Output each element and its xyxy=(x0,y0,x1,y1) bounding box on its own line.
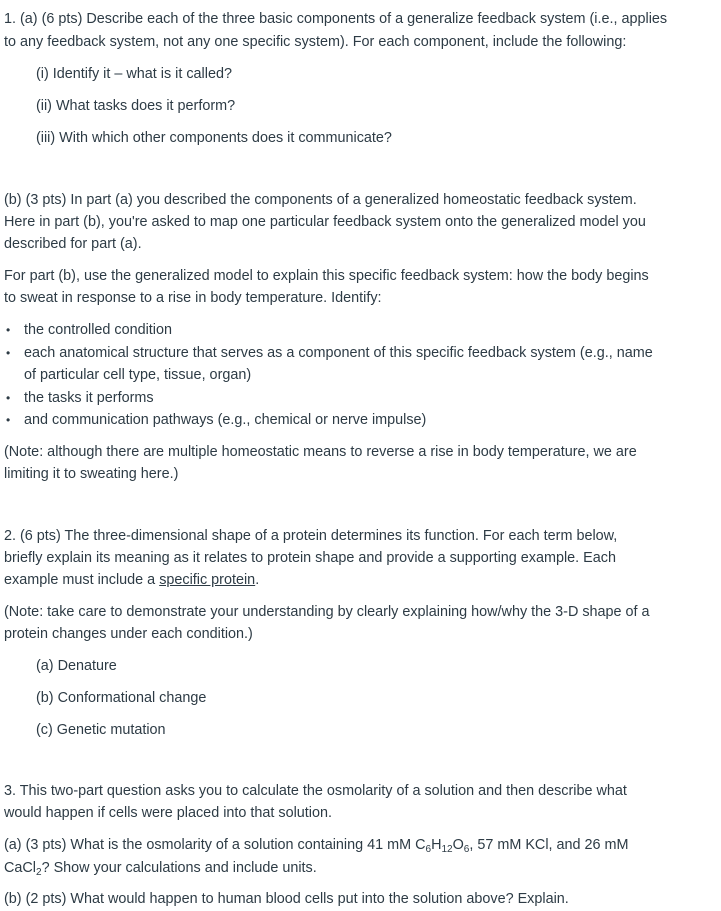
subscript: 12 xyxy=(441,844,453,855)
q1-a-line-2: to any feedback system, not any one specific system). For each component, include the following: xyxy=(4,34,627,50)
bullet-dot: • xyxy=(6,346,11,360)
q1-item-i: (i) Identify it – what is it called? xyxy=(36,66,232,82)
q1-note-line-2: limiting it to sweating here.) xyxy=(4,466,179,482)
bullet-dot: • xyxy=(6,391,11,405)
bullet-item xyxy=(6,409,427,432)
bullet-item xyxy=(6,342,653,365)
q2-note-line-1: (Note: take care to demonstrate your understanding by clearly explaining how/why the 3-D shape of a xyxy=(4,604,650,620)
q3-intro-line-1: 3. This two-part question asks you to calculate the osmolarity of a solution and then describe what xyxy=(4,783,627,799)
q3-a-text: CaCl xyxy=(4,860,36,876)
q3-a-text: O xyxy=(452,837,464,853)
q2-item-c: (c) Genetic mutation xyxy=(36,722,166,738)
q2-line-3-prefix: example must include a xyxy=(4,572,160,588)
q1-b-line-3: described for part (a). xyxy=(4,236,142,252)
q2-line-3-suffix: . xyxy=(255,572,260,588)
q1-item-iii: (iii) With which other components does it communicate? xyxy=(36,130,392,146)
subscript: 6 xyxy=(463,844,470,855)
q1-note-line-1: (Note: although there are multiple homeostatic means to reverse a rise in body temperature, we are xyxy=(4,444,637,460)
q3-a-text: (a) (3 pts) What is the osmolarity of a solution containing 41 mM C xyxy=(4,837,426,853)
q2-item-b: (b) Conformational change xyxy=(36,690,207,706)
bullet-text: each anatomical structure that serves as a component of this specific feedback system (e.g., name xyxy=(24,345,653,361)
q3-a-text: , 57 mM KCl, and 26 mM xyxy=(469,837,629,853)
bullet-text: the controlled condition xyxy=(24,322,173,338)
q3-intro-line-2: would happen if cells were placed into that solution. xyxy=(4,805,332,821)
q2-line-1: 2. (6 pts) The three-dimensional shape of a protein determines its function. For each term below, xyxy=(4,528,618,544)
q1-b-line-2: Here in part (b), you're asked to map one particular feedback system onto the generalized model you xyxy=(4,214,646,230)
subscript: 6 xyxy=(425,844,432,855)
q2-note-line-2: protein changes under each condition.) xyxy=(4,626,253,642)
q1-b2-line-1: For part (b), use the generalized model to explain this specific feedback system: how the body begins xyxy=(4,268,649,284)
q2-line-2: briefly explain its meaning as it relates to protein shape and provide a supporting example. Each xyxy=(4,550,616,566)
q1-b2-line-2: to sweat in response to a rise in body temperature. Identify: xyxy=(4,290,382,306)
q3-a-text: ? Show your calculations and include units. xyxy=(41,860,317,876)
subscript: 2 xyxy=(36,867,42,878)
bullet-item xyxy=(6,319,173,342)
q3-a-line-1 xyxy=(4,834,629,857)
bullet-text: the tasks it performs xyxy=(24,390,154,406)
bullet-dot: • xyxy=(6,323,11,337)
bullet-text: and communication pathways (e.g., chemical or nerve impulse) xyxy=(24,412,427,428)
q2-line-3 xyxy=(4,569,259,592)
q3-a-line-2 xyxy=(4,857,317,880)
q3-b-line: (b) (2 pts) What would happen to human blood cells put into the solution above? Explain. xyxy=(4,891,569,907)
q1-item-ii: (ii) What tasks does it perform? xyxy=(36,98,236,114)
q1-a-line-1: 1. (a) (6 pts) Describe each of the three basic components of a generalize feedback system (i.e., applies xyxy=(4,11,668,27)
q3-a-text: H xyxy=(431,837,442,853)
bullet-item xyxy=(6,387,154,410)
bullet-continuation: of particular cell type, tissue, organ) xyxy=(24,367,252,383)
q1-b-line-1: (b) (3 pts) In part (a) you described the components of a generalized homeostatic feedback system. xyxy=(4,192,637,208)
specific-protein-emphasis: specific protein xyxy=(159,572,256,588)
q2-item-a: (a) Denature xyxy=(36,658,117,674)
bullet-dot: • xyxy=(6,413,11,427)
